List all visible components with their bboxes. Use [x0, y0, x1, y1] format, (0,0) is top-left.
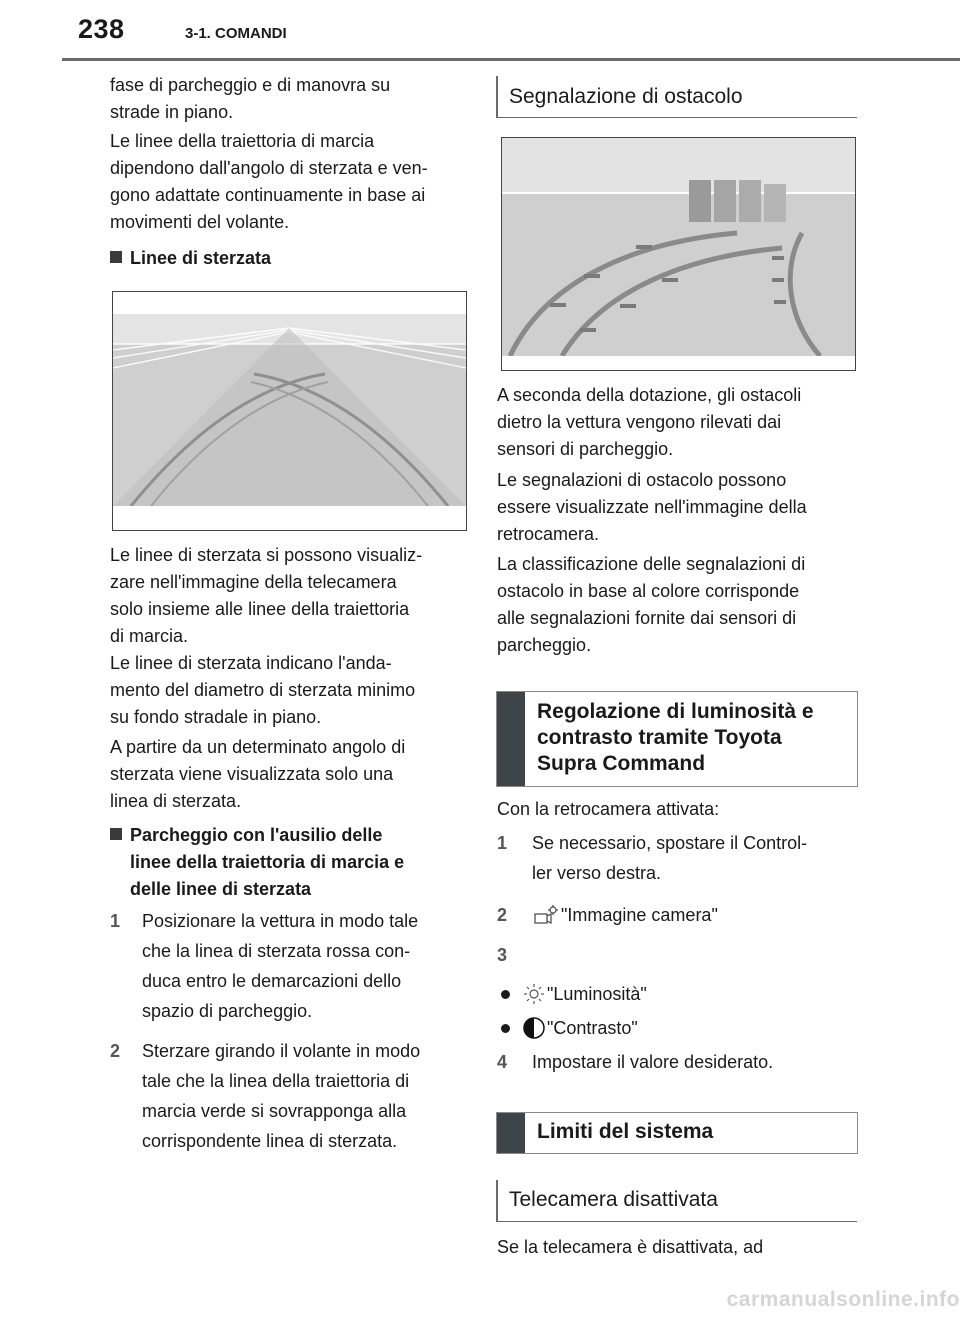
text-line: mento del diametro di sterzata minimo [110, 680, 416, 700]
section-title: 3-1. COMANDI [185, 25, 287, 42]
text-line: retrocamera. [497, 524, 600, 544]
bullet-dot [501, 990, 510, 999]
box-heading-regolazione [496, 691, 858, 787]
text-line: zare nell'immagine della telecamera [110, 572, 397, 592]
step-text: Sterzare girando il volante in modo [142, 1041, 421, 1061]
section-heading-telecamera: Telecamera disattivata [509, 1188, 718, 1211]
box-heading-text: Regolazione di luminosità e [537, 700, 814, 723]
text-line: di marcia. [110, 626, 189, 646]
box-heading-text: Supra Command [537, 752, 706, 775]
text-line: A seconda della dotazione, gli ostacoli [497, 385, 802, 405]
step-text: duca entro le demarcazioni dello [142, 971, 402, 991]
right-step-1 [497, 828, 857, 888]
right-step-4 [497, 1047, 857, 1077]
left-para-2 [110, 128, 470, 236]
section-underline [496, 117, 857, 118]
section-bar [496, 1180, 498, 1222]
text-line: essere visualizzate nell'immagine della [497, 497, 807, 517]
bullet-luminosita [497, 980, 857, 1010]
text-line: sterzata viene visualizzata solo una [110, 764, 394, 784]
box-heading-text: contrasto tramite Toyota [537, 726, 782, 749]
left-para-1 [110, 72, 470, 126]
obstacle-figure [501, 137, 856, 371]
text-line: dipendono dall'angolo di sterzata e ven- [110, 158, 428, 178]
step-number: 2 [497, 905, 508, 925]
subheading-text: delle linee di sterzata [130, 879, 312, 899]
brightness-icon [523, 983, 545, 1005]
text-line: dietro la vettura vengono rilevati dai [497, 412, 782, 432]
section-heading-ostacolo: Segnalazione di ostacolo [509, 85, 743, 108]
right-para-2 [497, 467, 857, 548]
text-line: linea di sterzata. [110, 791, 242, 811]
subheading-text: Parcheggio con l'ausilio delle [130, 825, 383, 845]
step-text: "Immagine camera" [561, 905, 718, 925]
section-bar [496, 76, 498, 118]
text-line: Le linee della traiettoria di marcia [110, 131, 375, 151]
obstacle-illustration [502, 138, 855, 370]
step-text: Impostare il valore desiderato. [532, 1052, 774, 1072]
step-number: 1 [110, 911, 121, 931]
subheading-linee-sterzata [110, 245, 470, 272]
page-number: 238 [78, 14, 125, 44]
camera-settings-icon [532, 904, 560, 926]
step-text: spazio di parcheggio. [142, 1001, 313, 1021]
text-line: Le segnalazioni di ostacolo possono [497, 470, 787, 490]
text-line: A partire da un determinato angolo di [110, 737, 406, 757]
bullet-contrasto [497, 1014, 857, 1044]
subheading-text: Linee di sterzata [130, 248, 272, 268]
step-number: 1 [497, 833, 508, 853]
step-number: 4 [497, 1052, 508, 1072]
subheading-parcheggio [110, 822, 470, 903]
text-line: sensori di parcheggio. [497, 439, 674, 459]
right-para-1 [497, 382, 857, 463]
left-para-4 [110, 650, 470, 731]
step-number: 2 [110, 1041, 121, 1061]
bullet-text: "Contrasto" [547, 1018, 638, 1038]
text-line: Le linee di sterzata indicano l'anda- [110, 653, 392, 673]
step-2 [110, 1036, 470, 1156]
subheading-text: linee della traiettoria di marcia e [130, 852, 405, 872]
square-bullet-icon [110, 251, 122, 263]
bullet-dot [501, 1024, 510, 1033]
text-line: fase di parcheggio e di manovra su [110, 75, 391, 95]
text-line: La classificazione delle segnalazioni di [497, 554, 806, 574]
text-line: su fondo stradale in piano. [110, 707, 322, 727]
right-para-3 [497, 551, 857, 659]
right-para-4: Se la telecamera è disattivata, ad [497, 1237, 764, 1257]
watermark: carmanualsonline.info [726, 1288, 960, 1311]
text-line: Le linee di sterzata si possono visualiz- [110, 545, 423, 565]
text-line: gono adattate continuamente in base ai [110, 185, 426, 205]
text-line: alle segnalazioni fornite dai sensori di [497, 608, 797, 628]
step-text: tale che la linea della traiettoria di [142, 1071, 410, 1091]
right-step-2 [497, 900, 857, 930]
contrast-icon [522, 1016, 546, 1040]
left-para-3 [110, 542, 470, 650]
step-text: Posizionare la vettura in modo tale [142, 911, 419, 931]
step-text: Se necessario, spostare il Control- [532, 833, 808, 853]
step-text: marcia verde si sovrapponga alla [142, 1101, 407, 1121]
step-text: corrispondente linea di sterzata. [142, 1131, 398, 1151]
step-number: 3 [497, 945, 508, 965]
steering-lines-illustration [113, 292, 466, 530]
step-text: che la linea di sterzata rossa con- [142, 941, 411, 961]
bullet-text: "Luminosità" [547, 984, 647, 1004]
intro-text: Con la retrocamera attivata: [497, 799, 720, 819]
header-divider [62, 58, 960, 61]
box-heading-limiti [496, 1112, 858, 1154]
text-line: solo insieme alle linee della traiettoria [110, 599, 410, 619]
section-underline [496, 1221, 857, 1222]
square-bullet-icon [110, 828, 122, 840]
right-step-3 [497, 940, 857, 970]
step-text: ler verso destra. [532, 863, 662, 883]
steering-lines-figure [112, 291, 467, 531]
box-heading-bar [497, 1113, 525, 1153]
box-heading-bar [497, 692, 525, 786]
left-para-5 [110, 734, 470, 815]
step-1 [110, 906, 470, 1026]
box-heading-text: Limiti del sistema [537, 1120, 714, 1143]
text-line: ostacolo in base al colore corrisponde [497, 581, 800, 601]
text-line: movimenti del volante. [110, 212, 290, 232]
text-line: strade in piano. [110, 102, 234, 122]
text-line: parcheggio. [497, 635, 592, 655]
